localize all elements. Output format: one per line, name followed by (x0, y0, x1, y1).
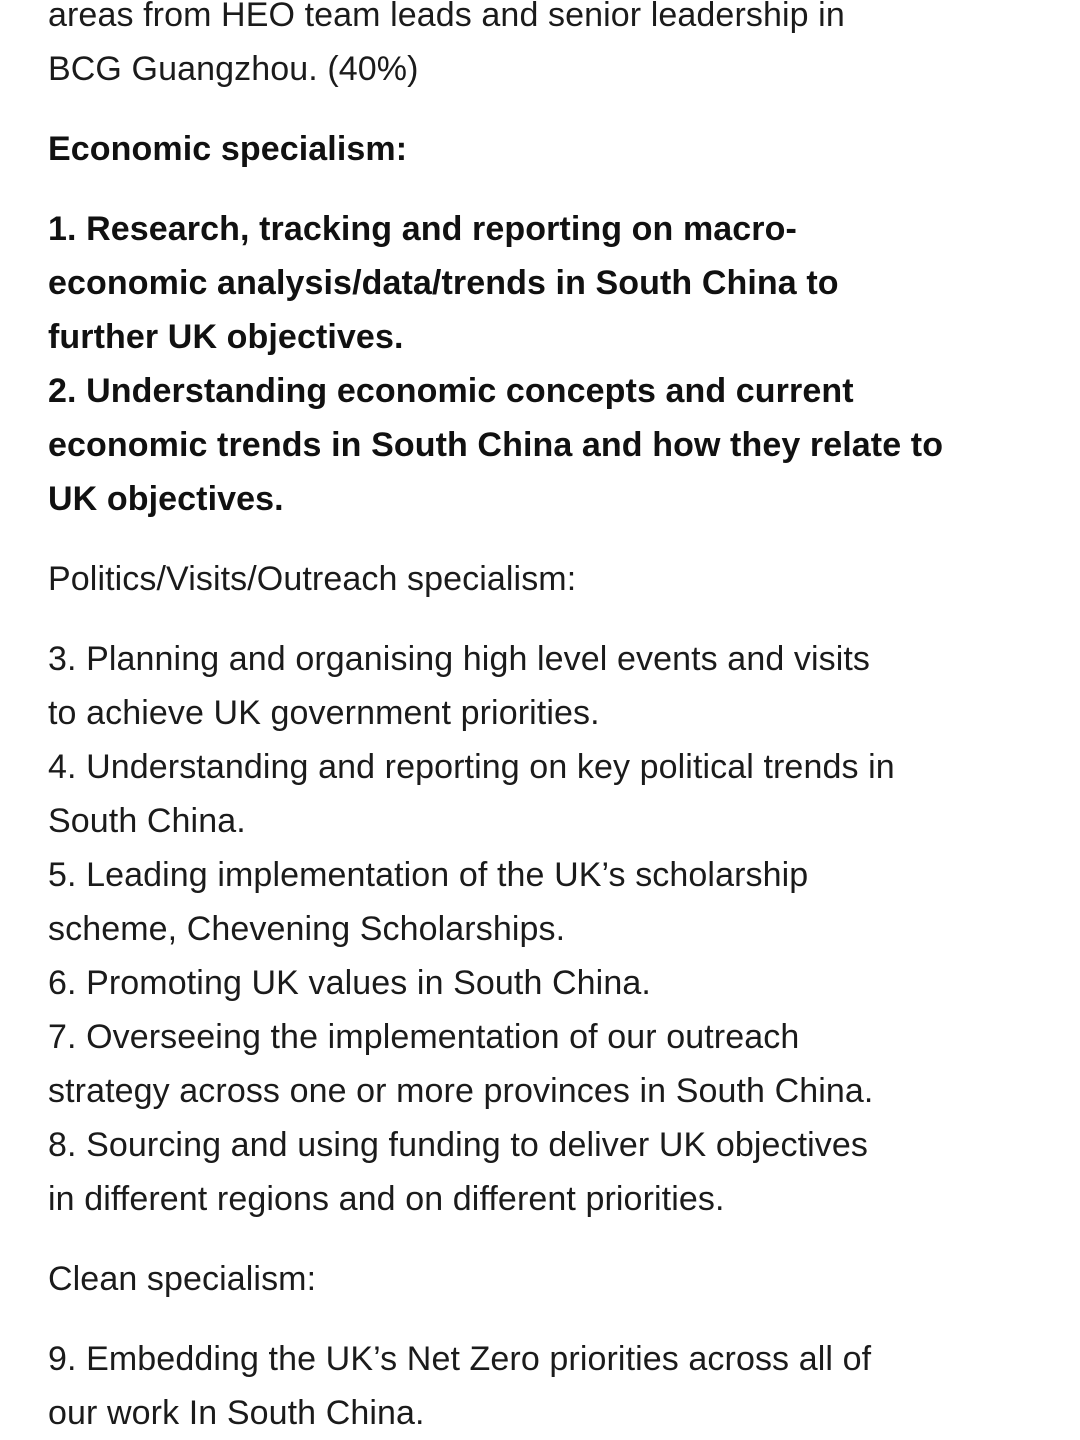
list-item (48, 632, 1058, 740)
list-item (48, 740, 1058, 848)
document-body (48, 0, 1058, 1440)
paragraph-gap (48, 606, 1058, 632)
politics-specialism-heading: Politics/Visits/Outreach specialism: (48, 560, 577, 598)
text-line: 2. Understanding economic concepts and current (48, 372, 854, 410)
intro-paragraph (48, 0, 1058, 96)
list-item (48, 364, 1058, 526)
text-line: economic analysis/data/trends in South China to (48, 264, 839, 302)
paragraph-gap (48, 1226, 1058, 1252)
paragraph-gap (48, 1306, 1058, 1332)
text-line: 1. Research, tracking and reporting on macro- (48, 210, 797, 248)
text-line: economic trends in South China and how they relate to (48, 426, 944, 464)
paragraph-gap (48, 96, 1058, 122)
text-line: BCG Guangzhou. (40%) (48, 50, 419, 88)
text-line: 3. Planning and organising high level events and visits (48, 640, 871, 678)
text-line: scheme, Chevening Scholarships. (48, 910, 566, 948)
text-line: to achieve UK government priorities. (48, 694, 600, 732)
list-item (48, 1010, 1058, 1118)
text-line: areas from HEO team leads and senior leadership in (48, 0, 845, 34)
text-line: South China. (48, 802, 246, 840)
paragraph-gap (48, 176, 1058, 202)
paragraph-gap (48, 526, 1058, 552)
economic-specialism-heading: Economic specialism: (48, 130, 408, 168)
text-line: strategy across one or more provinces in South China. (48, 1072, 874, 1110)
clean-specialism-list (48, 1332, 1058, 1440)
politics-specialism-list (48, 632, 1058, 1226)
list-item (48, 1332, 1058, 1440)
text-line: in different regions and on different priorities. (48, 1180, 725, 1218)
text-line: further UK objectives. (48, 318, 404, 356)
text-line: 6. Promoting UK values in South China. (48, 964, 651, 1002)
list-item (48, 848, 1058, 956)
list-item (48, 956, 1058, 1010)
text-line: 4. Understanding and reporting on key political trends in (48, 748, 895, 786)
list-item (48, 1118, 1058, 1226)
text-line: UK objectives. (48, 480, 284, 518)
text-line: 8. Sourcing and using funding to deliver UK objectives (48, 1126, 869, 1164)
text-line: 7. Overseeing the implementation of our outreach (48, 1018, 800, 1056)
text-line: our work In South China. (48, 1394, 425, 1432)
clean-specialism-heading: Clean specialism: (48, 1260, 317, 1298)
economic-specialism-list (48, 202, 1058, 526)
list-item (48, 202, 1058, 364)
text-line: 5. Leading implementation of the UK’s scholarship (48, 856, 809, 894)
text-line: 9. Embedding the UK’s Net Zero priorities across all of (48, 1340, 872, 1378)
